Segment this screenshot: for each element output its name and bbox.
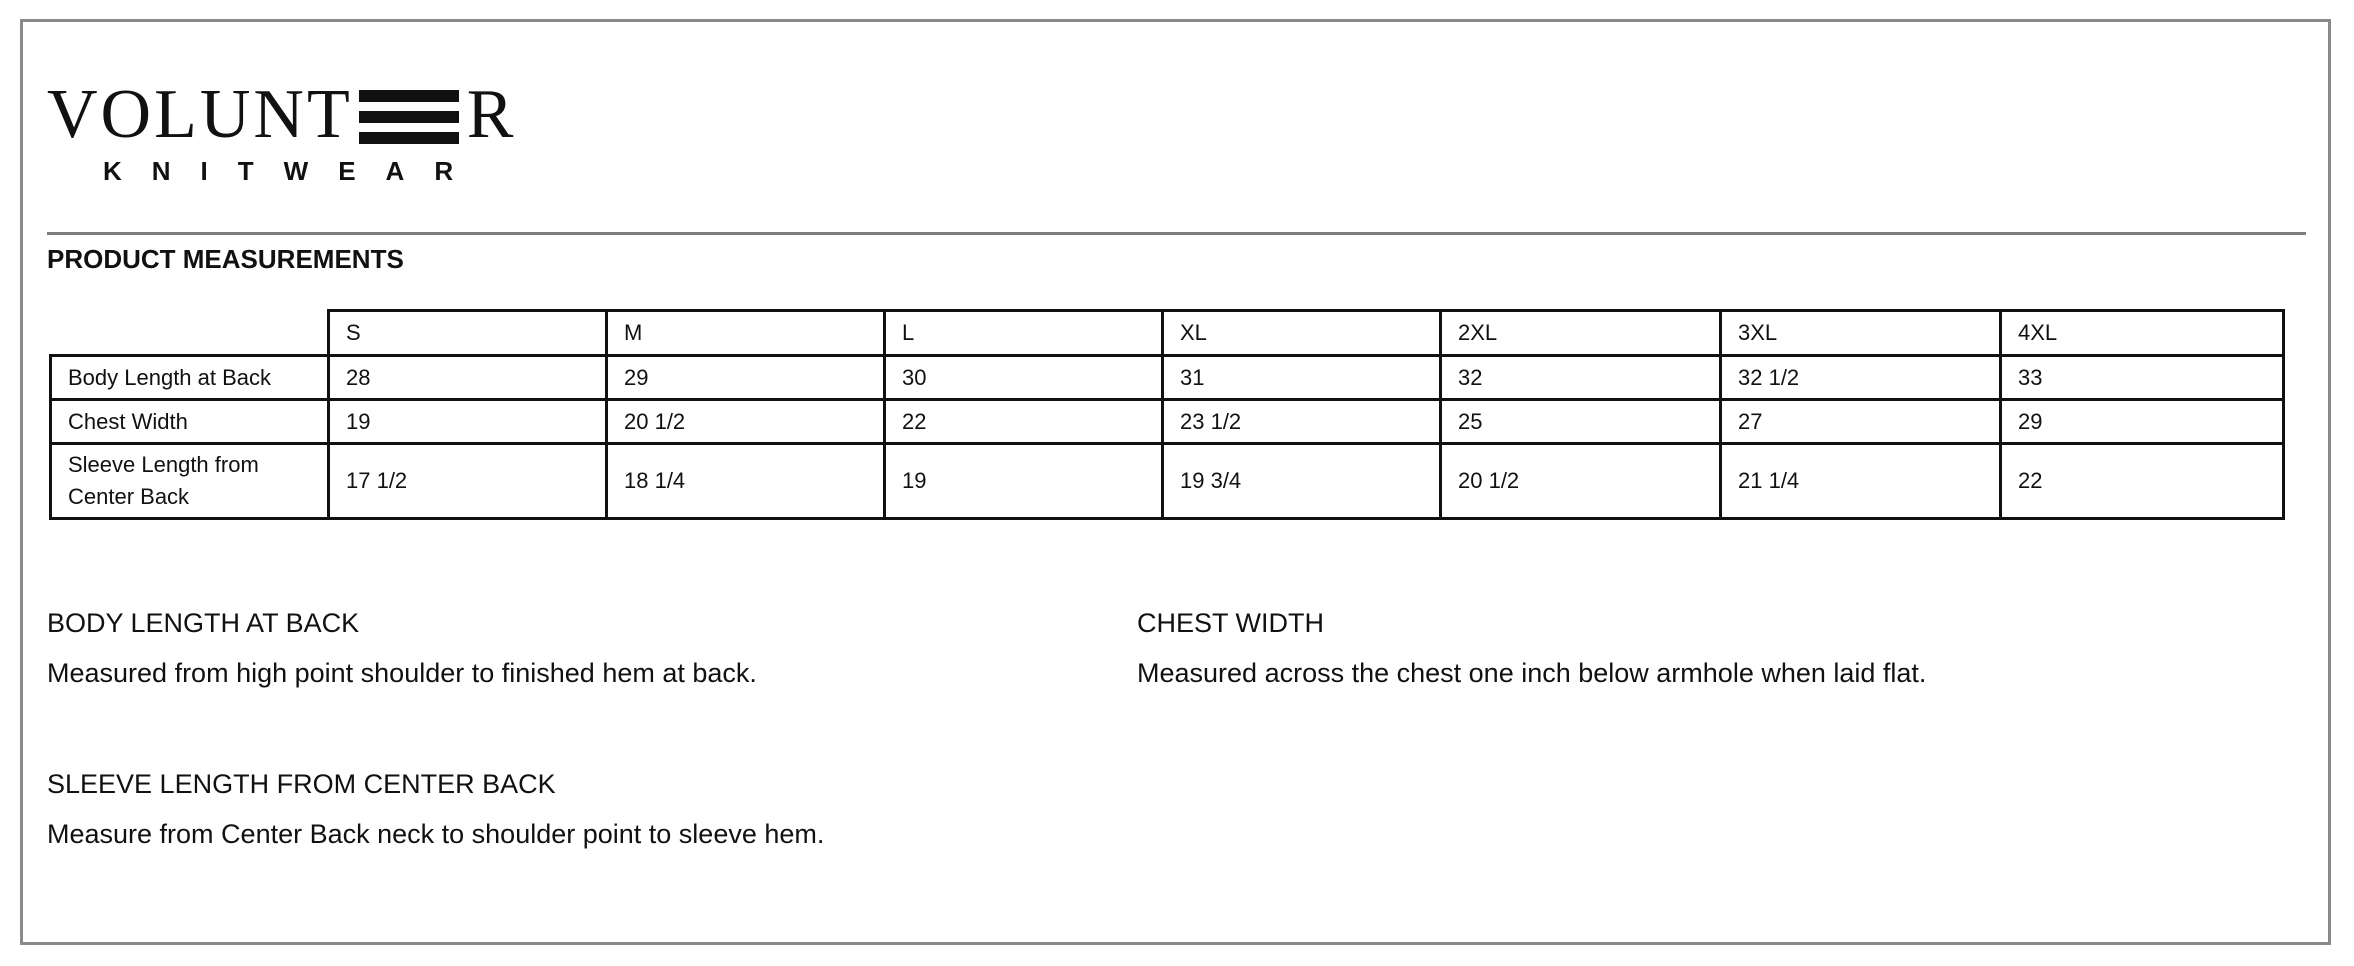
size-header-l: L	[885, 311, 1163, 356]
definition-title: BODY LENGTH AT BACK	[47, 608, 360, 638]
size-header-3xl: 3XL	[1721, 311, 2001, 356]
table-cell: 32	[1441, 356, 1721, 400]
definition-chest-width	[1137, 606, 1926, 690]
size-header-s: S	[329, 311, 607, 356]
table-row-chest-width	[51, 400, 2284, 444]
row-label: Chest Width	[51, 400, 329, 444]
definition-text: Measured across the chest one inch below armhole when laid flat.	[1137, 658, 1927, 688]
table-cell: 20 1/2	[1441, 444, 1721, 519]
row-label	[51, 444, 329, 519]
row-label: Body Length at Back	[51, 356, 329, 400]
table-cell: 21 1/4	[1721, 444, 2001, 519]
definition-sleeve-length	[47, 767, 824, 851]
table-cell: 30	[885, 356, 1163, 400]
size-header-4xl: 4XL	[2001, 311, 2284, 356]
definition-text: Measure from Center Back neck to shoulder point to sleeve hem.	[47, 819, 825, 849]
table-row-body-length	[51, 356, 2284, 400]
table-row-sleeve-length	[51, 444, 2284, 519]
table-cell: 29	[607, 356, 885, 400]
definition-title: CHEST WIDTH	[1137, 608, 1324, 638]
table-corner-cell	[51, 311, 329, 356]
logo-word-left: VOLUNT	[47, 76, 353, 153]
logo-wordmark	[47, 76, 517, 153]
table-cell: 31	[1163, 356, 1441, 400]
row-label-line-1: Sleeve Length from	[68, 452, 259, 477]
table-cell: 19	[885, 444, 1163, 519]
table-header-row	[51, 311, 2284, 356]
table-cell: 19	[329, 400, 607, 444]
definition-text: Measured from high point shoulder to finished hem at back.	[47, 658, 757, 688]
table-cell: 22	[885, 400, 1163, 444]
table-cell: 27	[1721, 400, 2001, 444]
logo-stripes-icon	[359, 90, 459, 144]
logo-word-right: R	[466, 76, 517, 153]
header-divider	[47, 232, 2306, 235]
volunteer-knitwear-logo	[47, 76, 547, 192]
table-cell: 25	[1441, 400, 1721, 444]
size-header-xl: XL	[1163, 311, 1441, 356]
definition-body-length	[47, 606, 757, 690]
table-cell: 33	[2001, 356, 2284, 400]
section-title: PRODUCT MEASUREMENTS	[47, 244, 404, 274]
table-cell: 28	[329, 356, 607, 400]
table-cell: 17 1/2	[329, 444, 607, 519]
size-header-m: M	[607, 311, 885, 356]
table-cell: 20 1/2	[607, 400, 885, 444]
table-cell: 23 1/2	[1163, 400, 1441, 444]
row-label-line-2: Center Back	[68, 484, 190, 509]
measurements-table	[49, 309, 2285, 520]
table-cell: 32 1/2	[1721, 356, 2001, 400]
size-header-2xl: 2XL	[1441, 311, 1721, 356]
table-cell: 22	[2001, 444, 2284, 519]
table-cell: 29	[2001, 400, 2284, 444]
table-cell: 19 3/4	[1163, 444, 1441, 519]
table-cell: 18 1/4	[607, 444, 885, 519]
definition-title: SLEEVE LENGTH FROM CENTER BACK	[47, 769, 556, 799]
logo-subtitle: KNITWEAR	[103, 156, 484, 186]
